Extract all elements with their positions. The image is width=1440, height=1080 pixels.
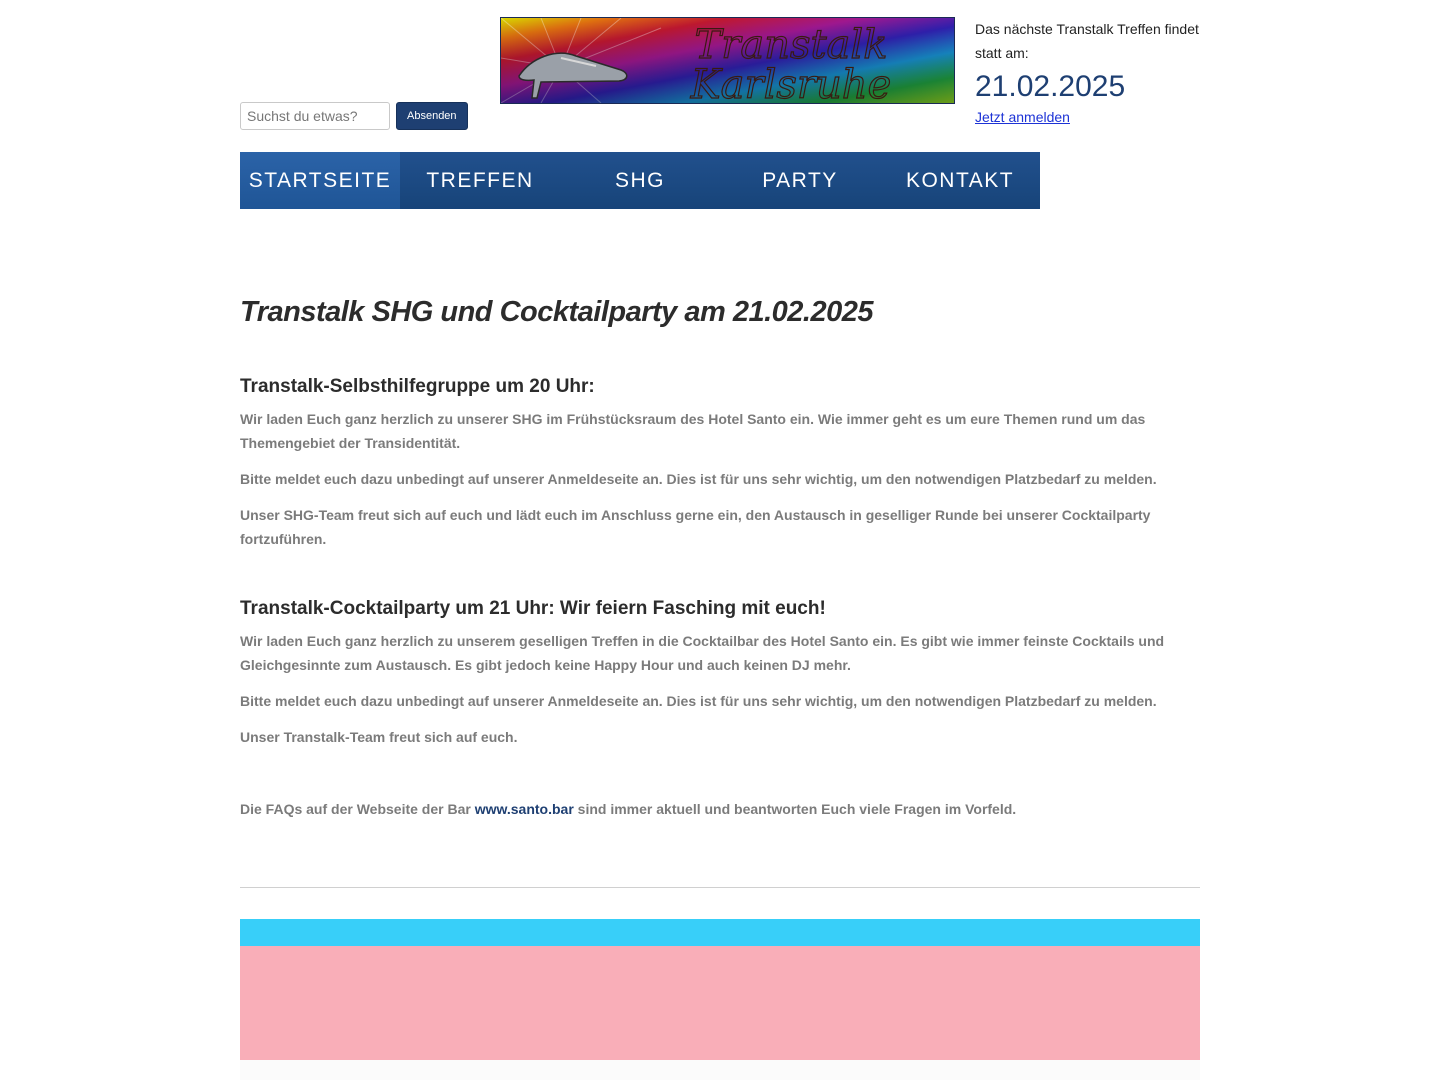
paragraph: Unser SHG-Team freut sich auf euch und lädt euch im Anschluss gerne ein, den Austausch in geselliger Runde bei unserer Cocktailparty fortzuführen. xyxy=(240,507,1151,547)
next-meeting-date: 21.02.2025 xyxy=(975,70,1126,103)
section-shg xyxy=(240,374,1200,551)
nav-item-startseite[interactable]: STARTSEITE xyxy=(240,152,400,209)
nav-item-treffen[interactable]: TREFFEN xyxy=(426,168,534,192)
faq-paragraph xyxy=(240,797,1200,821)
footer-flag-white-stripe xyxy=(240,1060,1200,1080)
section-heading: Transtalk-Cocktailparty um 21 Uhr: Wir feiern Fasching mit euch! xyxy=(240,598,826,619)
search-input[interactable] xyxy=(240,102,390,130)
next-meeting-box xyxy=(975,17,1205,127)
section-heading: Transtalk-Selbsthilfegruppe um 20 Uhr: xyxy=(240,376,595,397)
faq-prefix: Die FAQs auf der Webseite der Bar xyxy=(240,801,475,817)
faq-suffix: sind immer aktuell und beantworten Euch viele Fragen im Vorfeld. xyxy=(577,801,1017,817)
page-title: Transtalk SHG und Cocktailparty am 21.02.2025 xyxy=(240,296,873,328)
svg-text:Karlsruhe: Karlsruhe xyxy=(690,62,892,103)
paragraph: Unser Transtalk-Team freut sich auf euch. xyxy=(240,729,518,745)
paragraph: Wir laden Euch ganz herzlich zu unserem geselligen Treffen in die Cocktailbar des Hotel Santo ein. Es gibt wie immer feinste Cocktails und Gleichgesinnte zum Austausch. Es gibt jedoch keine Happy Hour und auch keinen DJ mehr. xyxy=(240,633,1165,673)
search-form xyxy=(240,102,468,130)
footer-flag-pink-stripe xyxy=(240,946,1200,1060)
footer-flag-blue-stripe xyxy=(240,919,1200,946)
santo-bar-link[interactable]: www.santo.bar xyxy=(474,801,574,817)
paragraph: Bitte meldet euch dazu unbedingt auf unserer Anmeldeseite an. Dies ist für uns sehr wichtig, um den notwendigen Platzbedarf zu melden. xyxy=(240,471,1157,487)
nav-item-shg[interactable]: SHG xyxy=(614,168,665,192)
next-meeting-label: Das nächste Transtalk Treffen findet statt am: xyxy=(975,21,1199,61)
site-logo-banner[interactable] xyxy=(500,17,955,104)
main-navigation xyxy=(240,152,1040,209)
paragraph: Wir laden Euch ganz herzlich zu unserer SHG im Frühstücksraum des Hotel Santo ein. Wie immer geht es um eure Themen rund um das Themengebiet der Transidentität. xyxy=(240,411,1146,451)
section-cocktailparty xyxy=(240,596,1200,749)
nav-item-party[interactable]: PARTY xyxy=(762,168,838,192)
paragraph: Bitte meldet euch dazu unbedingt auf unserer Anmeldeseite an. Dies ist für uns sehr wichtig, um den notwendigen Platzbedarf zu melden. xyxy=(240,693,1157,709)
nav-item-kontakt[interactable]: KONTAKT xyxy=(905,168,1015,192)
main-content xyxy=(240,290,1200,821)
register-now-link[interactable]: Jetzt anmelden xyxy=(975,109,1070,125)
svg-text:Transtalk: Transtalk xyxy=(694,22,888,68)
content-divider xyxy=(240,887,1200,888)
search-submit-button[interactable]: Absenden xyxy=(396,102,468,130)
logo-image xyxy=(501,18,954,103)
